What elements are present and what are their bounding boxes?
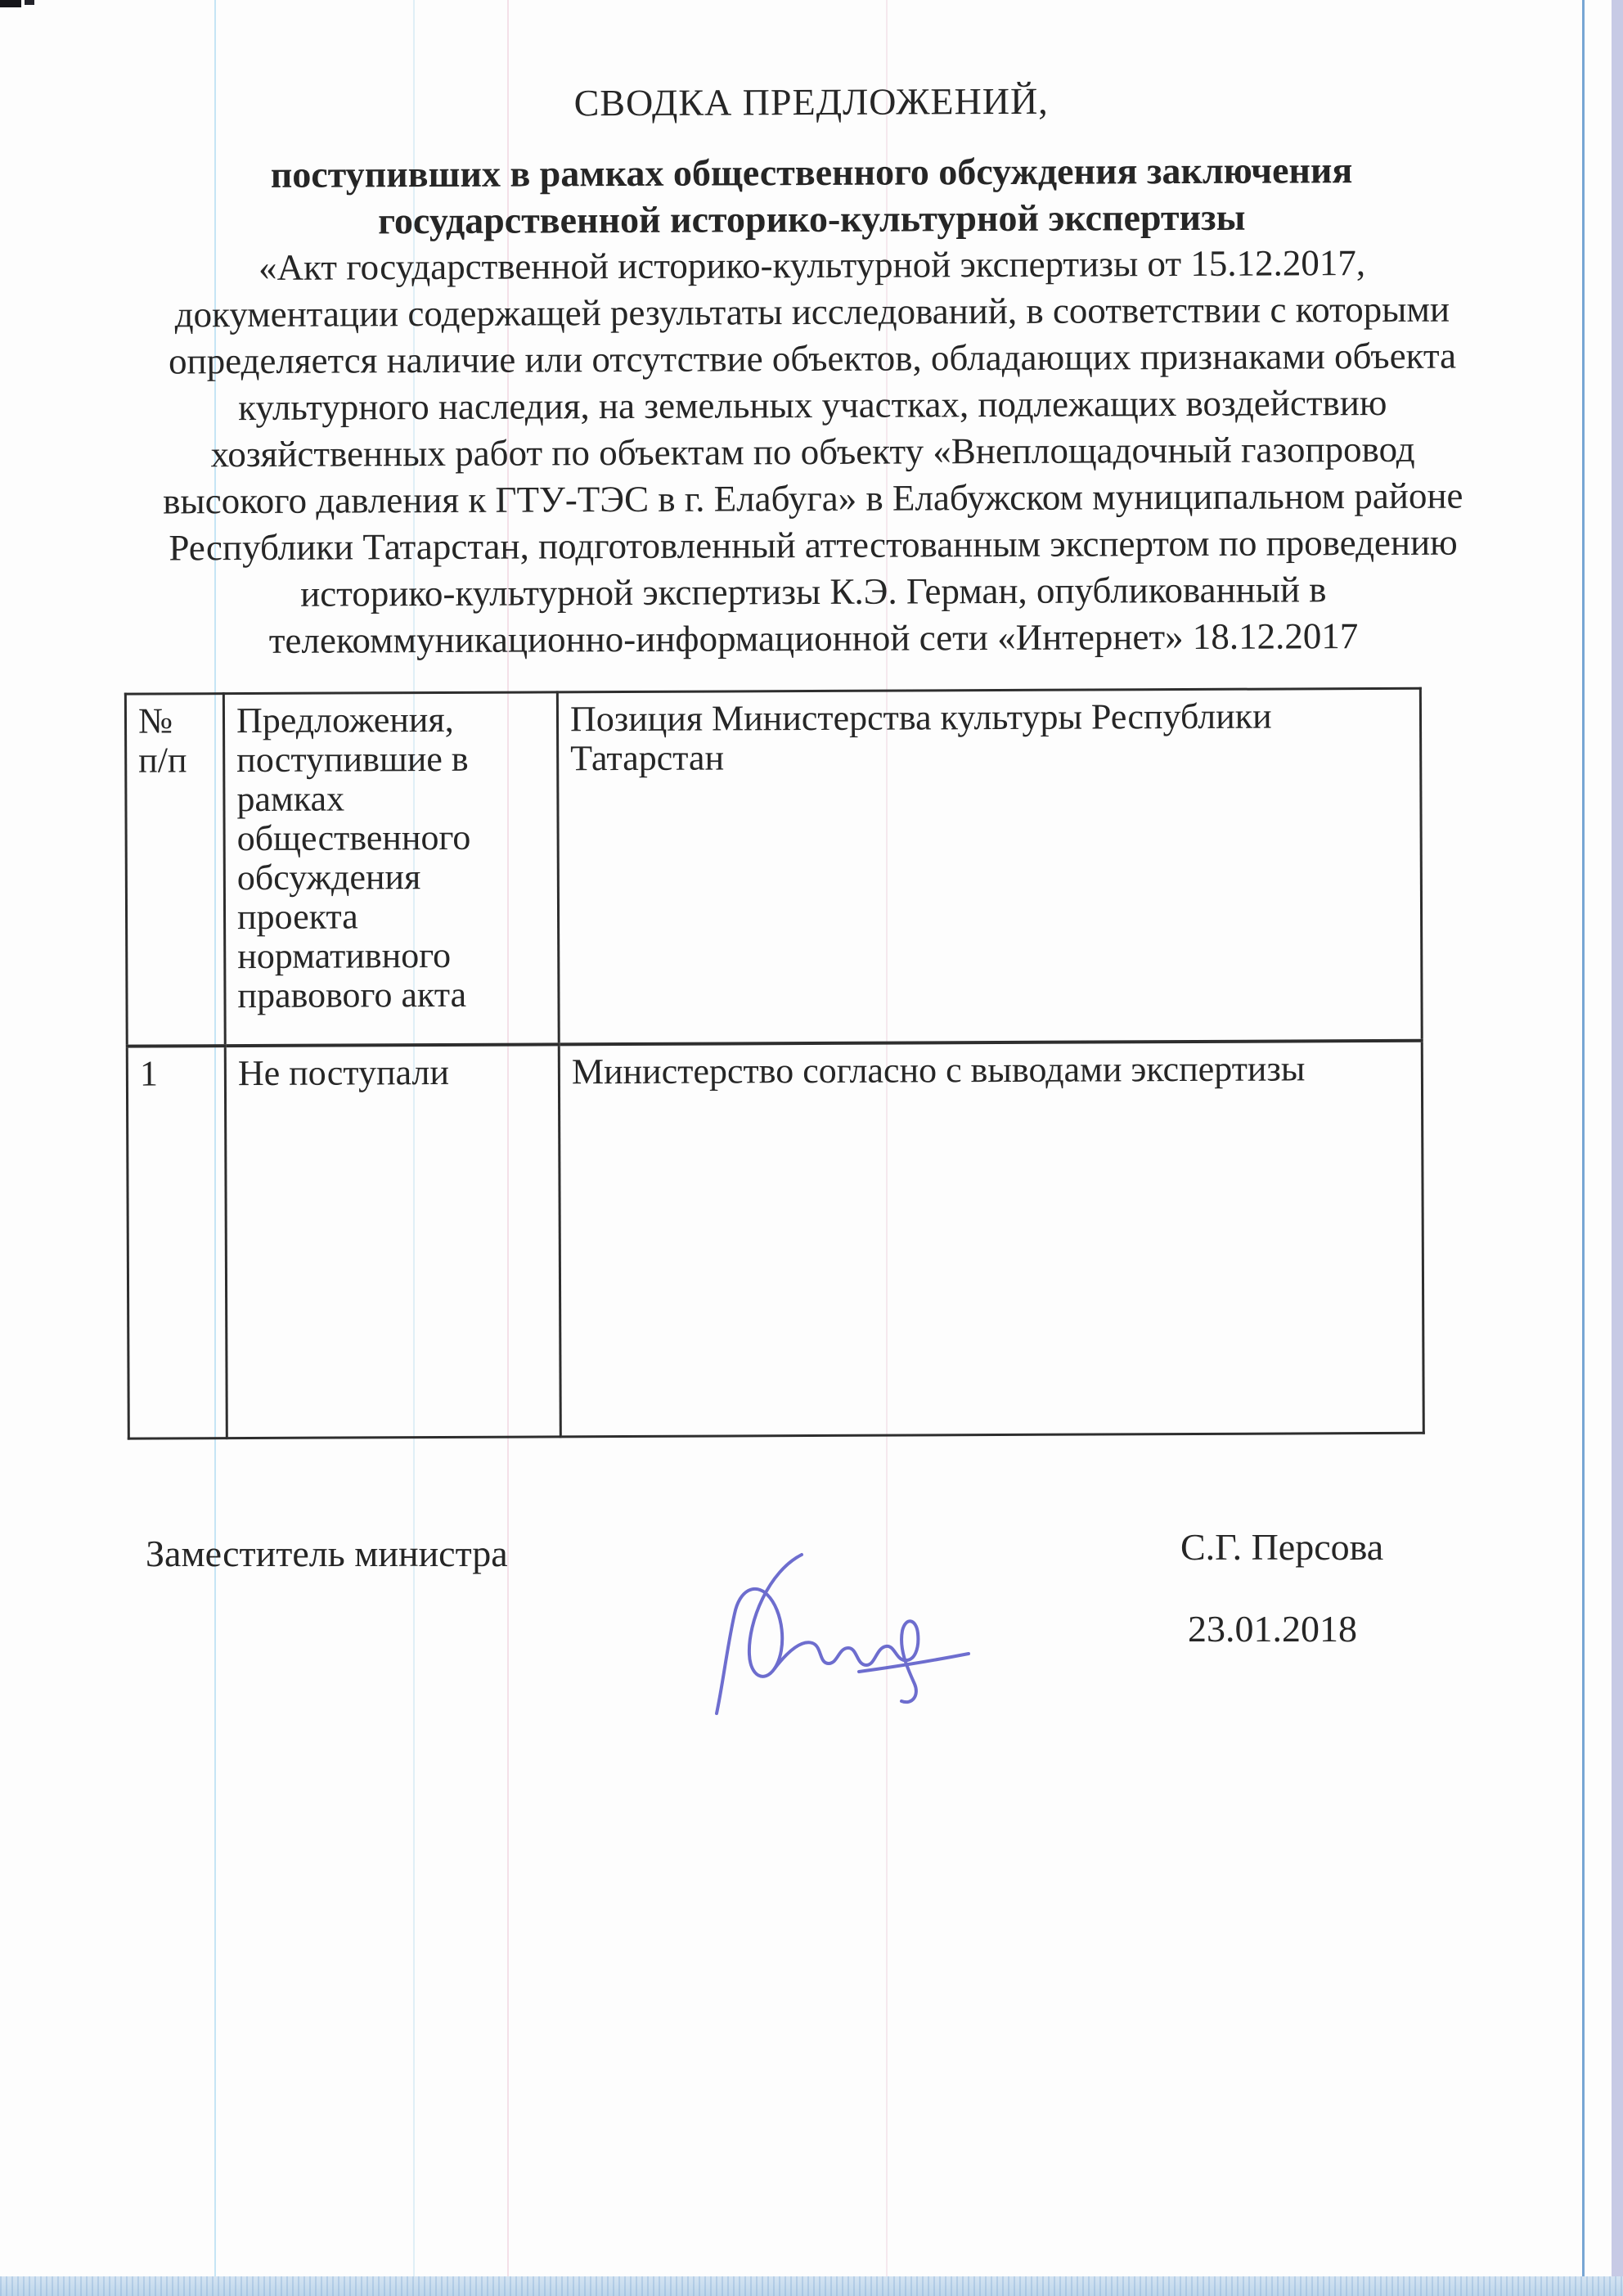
header-line: общественного xyxy=(236,817,471,859)
signer-post-label: Заместитель министра xyxy=(146,1533,508,1574)
body-line: высокого давления к ГТУ-ТЭС в г. Елабуга» в Елабужском муниципальном районе xyxy=(163,475,1463,522)
subtitle-line: поступивших в рамках общественного обсуждения заключения xyxy=(270,149,1353,196)
body-line: телекоммуникационно-информационной сети «Интернет» 18.12.2017 xyxy=(268,615,1359,661)
scan-bottom-band xyxy=(0,2276,1623,2296)
header-line: Предложения, xyxy=(236,699,454,741)
header-line: Позиция Министерства культуры Республики xyxy=(569,696,1272,740)
number-sign-label: п/п xyxy=(138,740,187,781)
header-line: правового акта xyxy=(237,974,467,1016)
row-cell-proposals: Не поступали xyxy=(225,1044,560,1438)
document-paragraph xyxy=(120,239,1504,664)
subtitle-line: государственной историко-культурной экспертизы xyxy=(378,196,1246,242)
body-line: Республики Татарстан, подготовленный аттестованным экспертом по проведению xyxy=(169,521,1458,569)
header-line: нормативного xyxy=(237,934,452,977)
signing-date: 23.01.2018 xyxy=(1188,1608,1357,1650)
table-header-row xyxy=(125,688,1422,1046)
body-line: хозяйственных работ по объектам по объекту «Внеплощадочный газопровод xyxy=(210,428,1415,475)
header-cell-ministry-position xyxy=(557,688,1422,1044)
scan-right-edge-band xyxy=(1612,0,1623,2296)
header-cell-proposals xyxy=(223,692,559,1046)
table-row xyxy=(127,1040,1423,1438)
header-line: рамках xyxy=(236,778,345,820)
number-sign-label: № xyxy=(137,700,173,741)
scan-edge-line xyxy=(1582,0,1585,2296)
document-title: СВОДКА ПРЕДЛОЖЕНИЙ, xyxy=(573,79,1049,124)
header-line: обсуждения xyxy=(236,857,421,898)
header-cell-number xyxy=(125,694,225,1047)
signer-name: С.Г. Персова xyxy=(1180,1526,1384,1568)
scan-corner-speck xyxy=(0,0,21,7)
body-line: историко-культурной экспертизы К.Э. Герман, опубликованный в xyxy=(300,569,1327,615)
proposals-table xyxy=(124,687,1425,1440)
row-cell-number: 1 xyxy=(127,1046,227,1439)
scan-corner-speck xyxy=(25,0,34,5)
document-content xyxy=(119,0,1508,1440)
document-subtitle xyxy=(120,146,1503,245)
header-line: Татарстан xyxy=(570,737,725,779)
body-line: культурного наследия, на земельных участках, подлежащих воздействию xyxy=(238,381,1387,429)
body-line: определяется наличие или отсутствие объектов, обладающих признаками объекта xyxy=(168,335,1457,382)
handwritten-signature xyxy=(697,1543,991,1723)
body-line: «Акт государственной историко-культурной экспертизы от 15.12.2017, xyxy=(258,242,1366,288)
header-line: поступившие в xyxy=(236,738,469,781)
row-cell-ministry-position: Министерство согласно с выводами экспертизы xyxy=(559,1040,1423,1437)
body-line: документации содержащей результаты исследований, в соответствии с которыми xyxy=(174,288,1450,335)
header-line: проекта xyxy=(236,896,358,938)
